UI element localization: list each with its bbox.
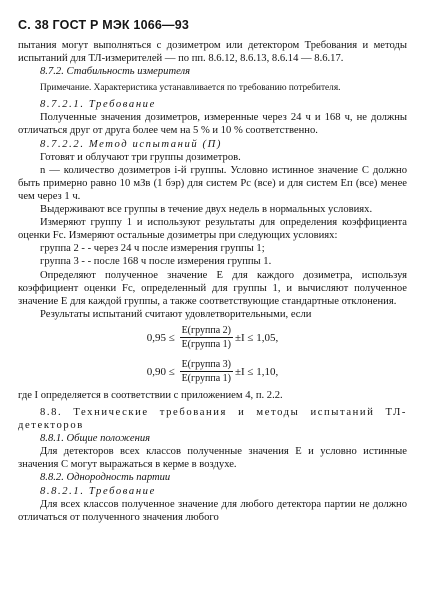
section-8-8-2-heading: 8.8.2. Однородность партии xyxy=(40,472,171,484)
section-8-7-2-heading: 8.7.2. Стабильность измерителя xyxy=(40,66,191,78)
formula-group-2: 0,95 ≤ $\frac{\text{E(группа 2)}}{\text{E(группа 1)}}$ ±I ≤ 1,05 , xyxy=(146,325,279,351)
formula-lower-bound: 0,90 xyxy=(146,365,167,378)
requirement-paragraph: Полученные значения дозиметров, измеренные через 24 ч и 168 ч, не должны отличаться друг от друга более чем на 5 % и 10 % соответственно. xyxy=(18,112,407,137)
section-8-7-2-1-heading: 8.7.2.1. Требование xyxy=(40,99,156,111)
formula-upper-bound: 1,05 xyxy=(256,331,276,344)
method-paragraph-3: Выдерживают все группы в течение двух недель в нормальных условиях. xyxy=(40,204,373,216)
formula-plus-minus: ±I xyxy=(234,331,245,344)
method-paragraph-6: Результаты испытаний считают удовлетворительными, если xyxy=(40,308,312,320)
formula-group-3: 0,90 ≤ $\frac{\text{E(группа 3)}}{\text{E(группа 1)}}$ ±I ≤ 1,10 , xyxy=(146,359,279,385)
paragraph-continuation: пытания могут выполняться с дозиметром или детектором Требования и методы испытаний для ТЛ-измерителей — по пп. 8.6.12, 8.6.13, 8.6.14 — 8.6.17. xyxy=(18,40,407,65)
formula-note: где I определяется в соответствии с приложением 4, п. 2.2. xyxy=(18,389,283,401)
page-header: С. 38 ГОСТ Р МЭК 1066—93 xyxy=(18,18,190,32)
formula-upper-bound: 1,10 xyxy=(256,365,276,378)
method-list-item-1: группа 2 - - через 24 ч после измерения группы 1; xyxy=(40,243,265,255)
formula-lower-bound: 0,95 xyxy=(146,331,167,344)
section-8-8-heading: 8.8. Технические требования и методы испытаний ТЛ-детекторов xyxy=(18,406,407,432)
formula-numerator: E(группа 2) xyxy=(181,325,231,337)
formula-fraction xyxy=(180,325,233,350)
section-8-8-1-heading: 8.8.1. Общие положения xyxy=(40,433,151,445)
method-paragraph-5: Определяют полученное значение E для каждого дозиметра, используя коэффициент оценки Fс, определенный для группы 1, и вычисляют полученное значение E для каждой группы, а также соответствующие стандартные отклонения. xyxy=(18,269,407,307)
method-paragraph-1: Готовят и облучают три группы дозиметров. xyxy=(40,151,241,163)
method-paragraph-2: n — количество дозиметров i-й группы. Условно истинное значение C должно быть примерно равно 10 мЗв (1 бэр) для систем Pс (все) и для систем Eп (все) менее чем через 1 ч. xyxy=(18,164,407,202)
formula-plus-minus: ±I xyxy=(234,365,245,378)
section-8-8-2-1-heading: 8.8.2.1. Требование xyxy=(40,485,156,497)
general-paragraph: Для детекторов всех классов полученные значения E и условно истинные значения C могут выражаться в керме в воздухе. xyxy=(18,446,407,471)
method-list-item-2: группа 3 - - после 168 ч после измерения группы 1. xyxy=(40,256,272,268)
method-paragraph-4: Измеряют группу 1 и используют результаты для определения коэффициента оценки Fс. Измеряют остальные дозиметры при следующих условиях: xyxy=(18,217,407,242)
formula-denominator: E(группа 1) xyxy=(181,339,231,351)
formula-numerator: E(группа 3) xyxy=(181,359,231,371)
uniformity-paragraph: Для всех классов полученное значение для любого детектора партии не должно отличаться от полученного значения любого xyxy=(18,498,407,523)
section-8-7-2-2-heading: 8.7.2.2. Метод испытаний (П) xyxy=(40,138,223,150)
formula-fraction xyxy=(180,359,233,384)
formula-denominator: E(группа 1) xyxy=(181,373,231,385)
note-paragraph: Примечание. Характеристика устанавливается по требованию потребителя. xyxy=(40,83,341,94)
